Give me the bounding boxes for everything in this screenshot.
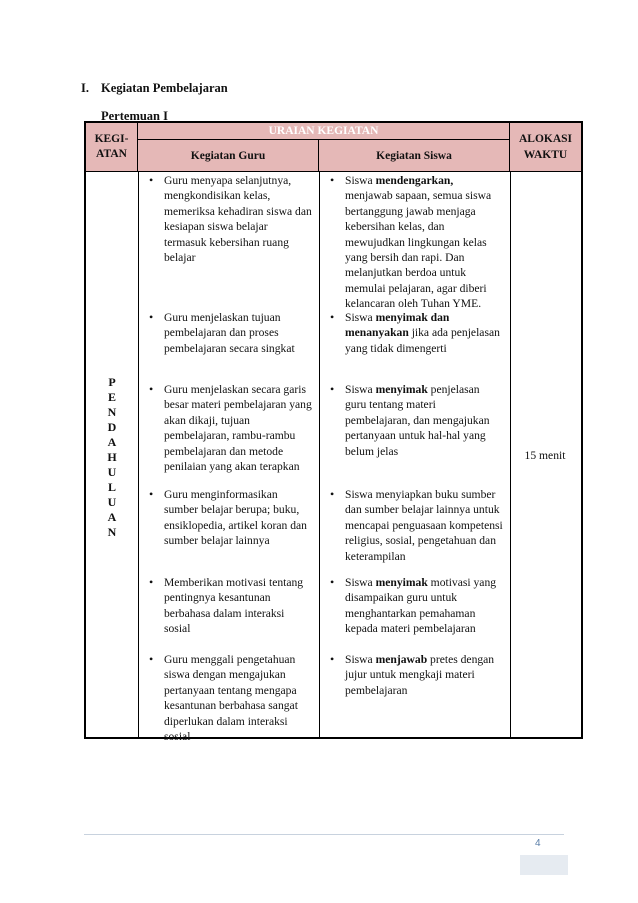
siswa-item: • Siswa menyiapkan buku sumber dan sumber belajar lainnya untuk mencapai penguasaan kompetensi religius, sosial, pengetahuan dan keterampilan: [327, 487, 503, 564]
header-uraian: URAIAN KEGIATAN: [138, 123, 510, 140]
kegiatan-pendahuluan: P E N D A H U L U A N: [107, 375, 117, 539]
meeting-label: Pertemuan I: [101, 109, 168, 123]
section-number: I.: [81, 81, 89, 95]
activity-table: [84, 121, 583, 744]
header-alokasi: ALOKASI WAKTU: [510, 123, 581, 172]
column-divider: [319, 172, 320, 737]
guru-item: • Guru menginformasikan sumber belajar berupa; buku, ensiklopedia, artikel koran dan sumber belajar lainnya: [146, 487, 312, 549]
footer-decoration: [520, 855, 568, 875]
footer-divider: [84, 834, 564, 835]
guru-item: • Memberikan motivasi tentang pentingnya kesantunan berbahasa dalam interaksi sosial: [146, 575, 312, 637]
siswa-item: • Siswa menjawab pretes dengan jujur untuk mengkaji materi pembelajaran: [327, 652, 503, 698]
page-number: 4: [535, 838, 541, 849]
siswa-item: • Siswa menyimak penjelasan guru tentang materi pembelajaran, dan mengajukan pertanyaan untuk hal-hal yang belum jelas: [327, 382, 503, 459]
header-kegiatan-text: KEGI-ATAN: [94, 133, 129, 160]
section-heading: [81, 81, 228, 96]
guru-item: • Guru menjelaskan tujuan pembelajaran dan proses pembelajaran secara singkat: [146, 310, 312, 356]
column-divider: [138, 172, 139, 737]
header-guru: Kegiatan Guru: [138, 140, 319, 172]
guru-item: • Guru menggali pengetahuan siswa dengan mengajukan pertanyaan tentang mengapa kesantunan berbahasa sangat diperlukan dalam interaksi sosial: [146, 652, 312, 744]
header-siswa: Kegiatan Siswa: [319, 140, 510, 172]
header-kegiatan: [86, 123, 138, 172]
alokasi-waktu-value: 15 menit: [524, 449, 566, 462]
siswa-item: • Siswa mendengarkan, menjawab sapaan, semua siswa bertanggung jawab menjaga kebersihan kelas, dan mewujudkan lingkungan kelas yang bersih dan rapi. Dan melanjutkan berdoa untuk memulai pelajaran, agar diberi kelancaran oleh Tuhan YME.: [327, 173, 503, 312]
siswa-item: • Siswa menyimak motivasi yang disampaikan guru untuk menghantarkan pemahaman kepada materi pembelajaran: [327, 575, 503, 637]
siswa-item: • Siswa menyimak dan menanyakan jika ada penjelasan yang tidak dimengerti: [327, 310, 503, 356]
guru-item: • Guru menjelaskan secara garis besar materi pembelajaran yang akan dikaji, tujuan pembelajaran, rambu-rambu pembelajaran dan metode penilaian yang akan terapkan: [146, 382, 312, 474]
guru-item: • Guru menyapa selanjutnya, mengkondisikan kelas, memeriksa kehadiran siswa dan kesiapan siswa belajar termasuk kebersihan ruang belajar: [146, 173, 312, 265]
section-title: Kegiatan Pembelajaran: [101, 81, 228, 95]
